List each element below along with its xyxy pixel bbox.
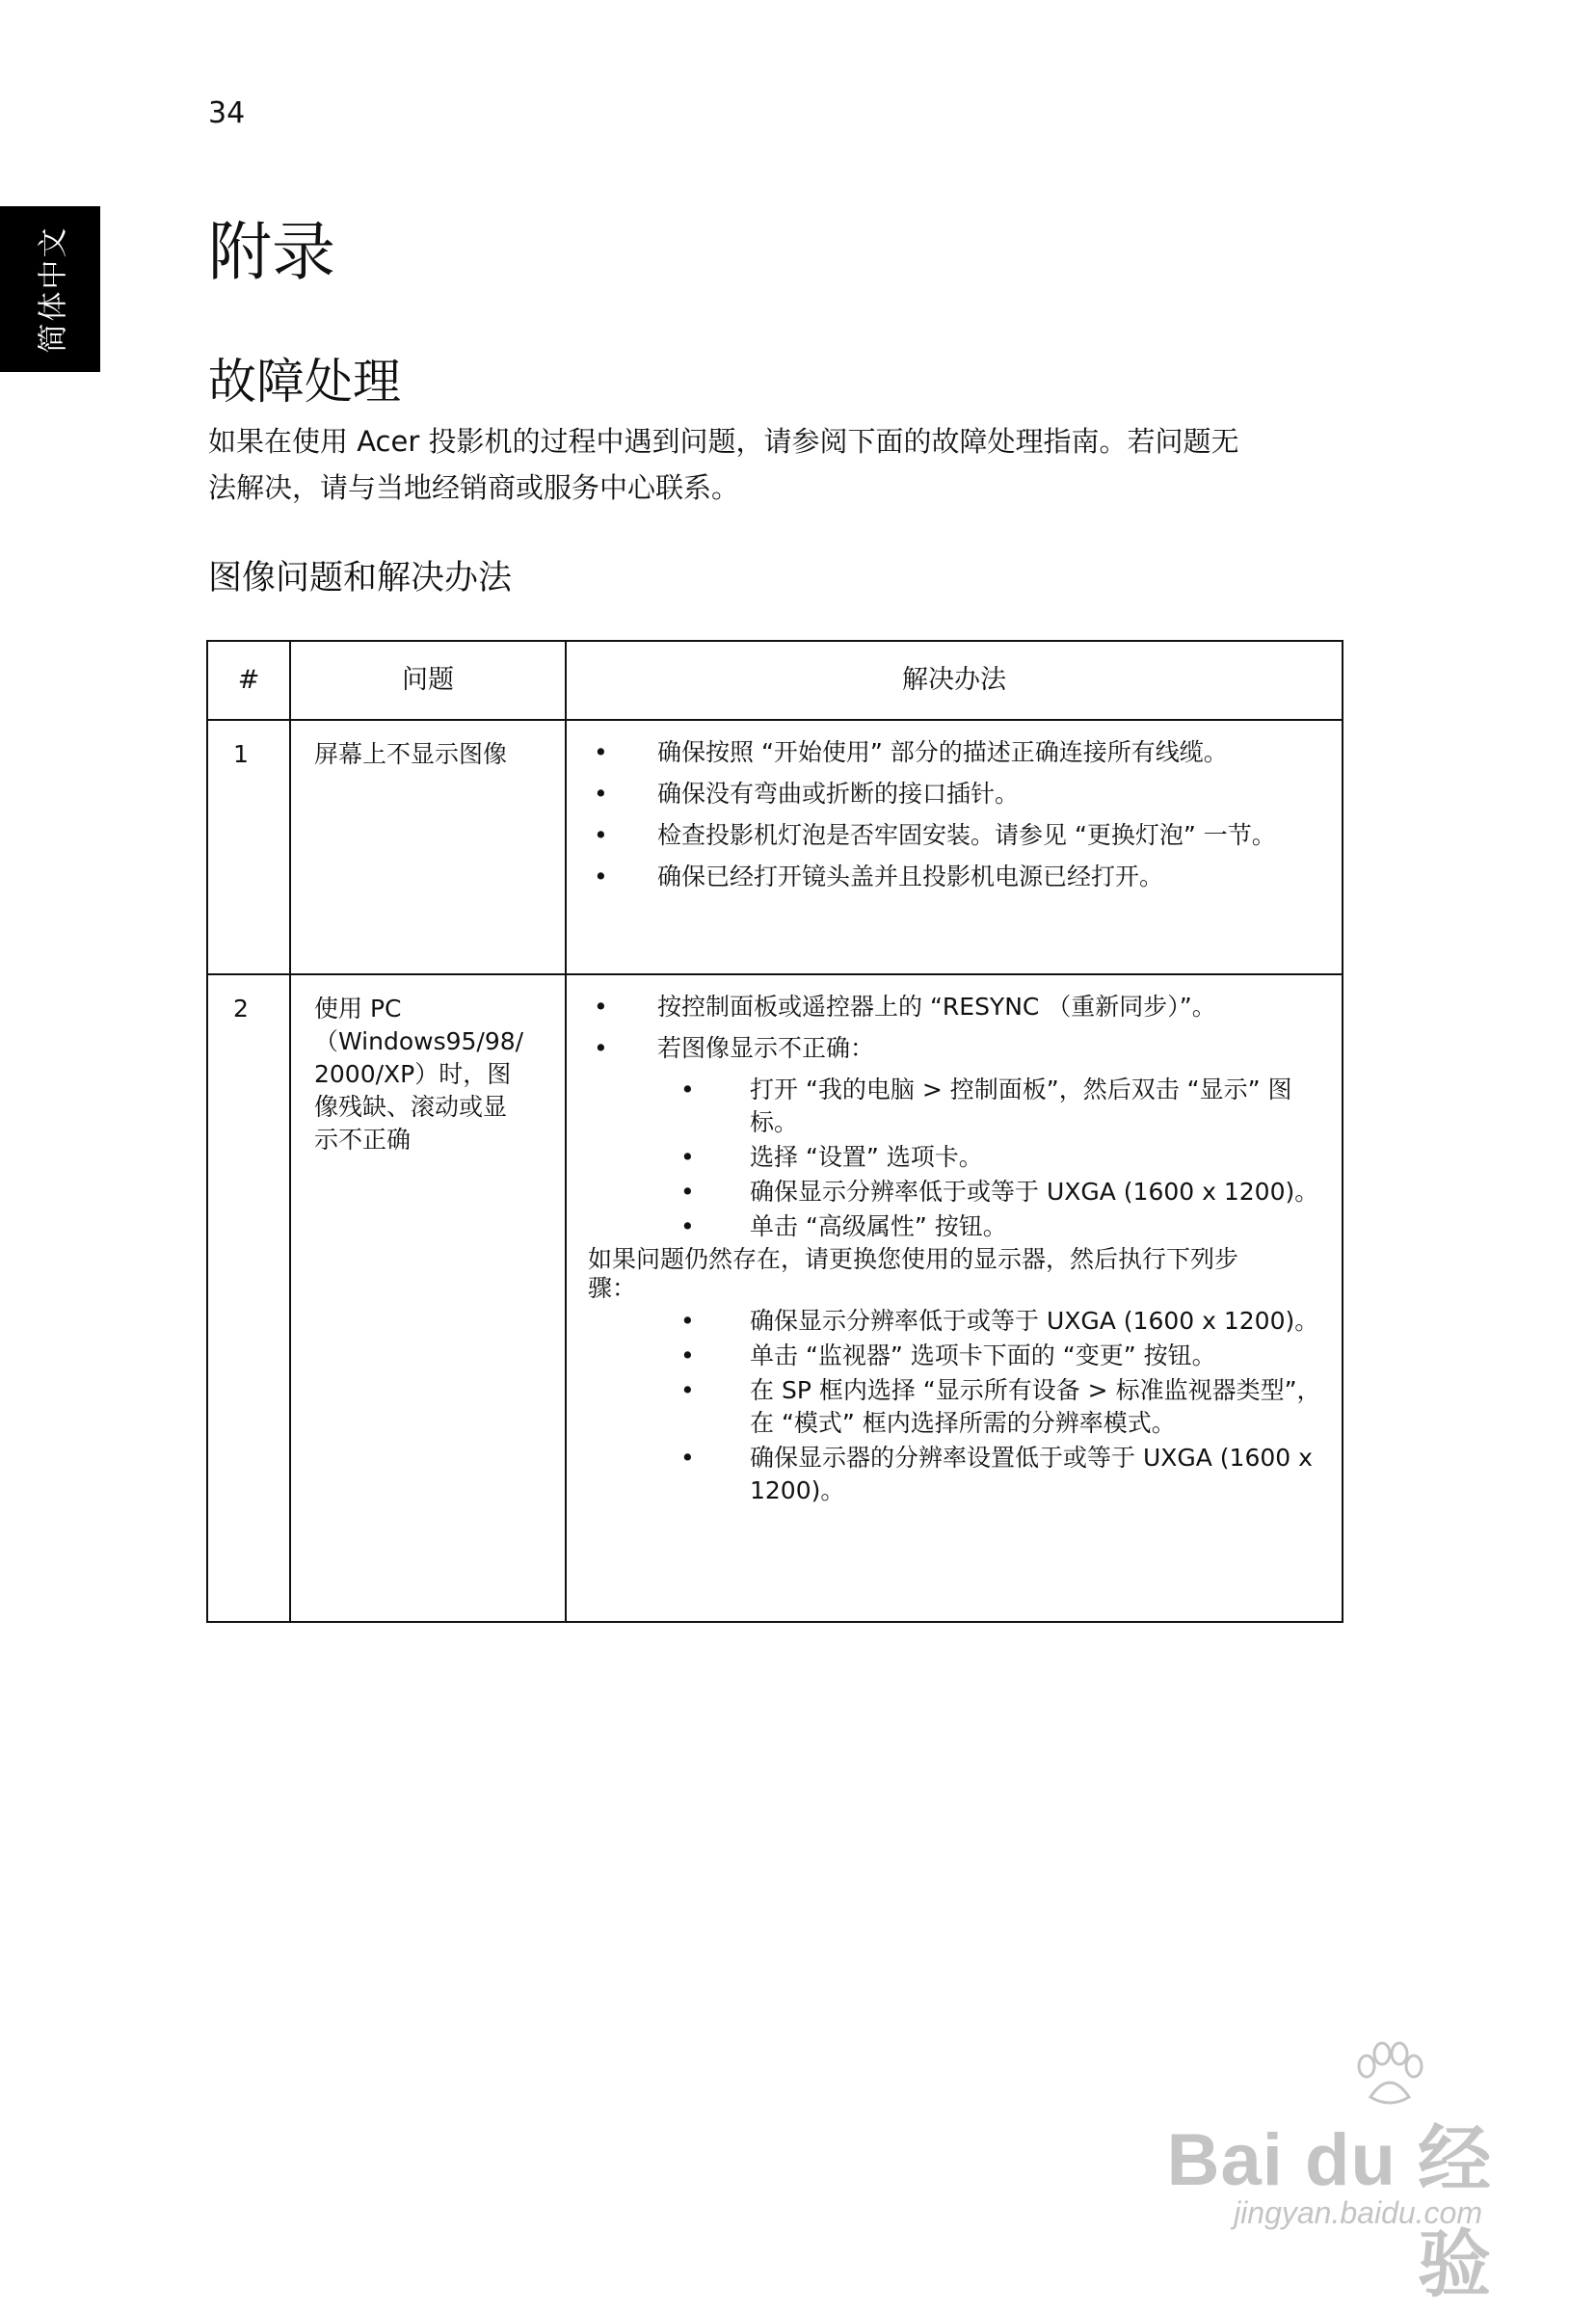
page-number: 34: [208, 96, 246, 130]
problem-line: 2000/XP）时，图: [314, 1060, 512, 1088]
row-problem: [290, 974, 566, 1622]
header-problem: 问题: [290, 641, 566, 720]
row-solution: [566, 974, 1343, 1622]
solution-subitem: • 确保显示器的分辨率设置低于或等于 UXGA (1600 x 1200)。: [588, 1442, 1322, 1507]
solution-item: • 确保没有弯曲或折断的接口插针。: [588, 778, 1322, 810]
solution-subitem: • 确保显示分辨率低于或等于 UXGA (1600 x 1200)。: [588, 1305, 1322, 1338]
section-title: 故障处理: [208, 354, 401, 410]
problem-line: （Windows95/98/: [314, 1027, 524, 1055]
table-row: [207, 974, 1343, 1622]
page-title: 附录: [208, 215, 335, 289]
note-line: 如果问题仍然存在，请更换您使用的显示器，然后执行下列步: [588, 1245, 1239, 1273]
intro-line: 法解决，请与当地经销商或服务中心联系。: [208, 471, 740, 504]
table-header-row: [207, 641, 1343, 720]
solution-item: • 检查投影机灯泡是否牢固安装。请参见 “更换灯泡” 一节。: [588, 819, 1322, 852]
problem-line: 使用 PC: [314, 995, 402, 1023]
row-solution: [566, 720, 1343, 974]
solution-item: • 按控制面板或遥控器上的 “RESYNC （重新同步）”。: [588, 991, 1322, 1023]
solution-note: [588, 1245, 1322, 1303]
solution-subitem: • 单击 “高级属性” 按钮。: [588, 1210, 1322, 1243]
solution-item: • 若图像显示不正确：: [588, 1032, 1322, 1065]
watermark-brand: Bai du 经验: [1166, 2119, 1492, 2306]
solution-subitem: • 确保显示分辨率低于或等于 UXGA (1600 x 1200)。: [588, 1176, 1322, 1209]
intro-paragraph: [208, 418, 1345, 511]
watermark-url: jingyan.baidu.com: [1234, 2195, 1482, 2230]
language-tab-label: 简体中文: [36, 226, 71, 353]
header-solution: 解决办法: [566, 641, 1343, 720]
problem-line: 示不正确: [314, 1126, 412, 1154]
solution-subitem: • 打开 “我的电脑 > 控制面板”，然后双击 “显示” 图标。: [588, 1074, 1322, 1139]
solution-subitem: • 单击 “监视器” 选项卡下面的 “变更” 按钮。: [588, 1340, 1322, 1372]
solution-item: • 确保已经打开镜头盖并且投影机电源已经打开。: [588, 861, 1322, 893]
baidu-watermark: [1126, 2041, 1492, 2306]
language-tab: [0, 206, 100, 372]
row-number: 2: [207, 974, 290, 1622]
problem-line: 像残缺、滚动或显: [314, 1093, 508, 1121]
row-problem: 屏幕上不显示图像: [290, 720, 566, 974]
table-row: [207, 720, 1343, 974]
solution-subitem: • 选择 “设置” 选项卡。: [588, 1141, 1322, 1174]
note-line: 骤：: [588, 1274, 637, 1302]
solution-item: • 确保按照 “开始使用” 部分的描述正确连接所有线缆。: [588, 736, 1322, 769]
header-number: #: [207, 641, 290, 720]
solution-subitem: • 在 SP 框内选择 “显示所有设备 > 标准监视器类型”，在 “模式” 框内选择所需的分辨率模式。: [588, 1374, 1322, 1440]
troubleshooting-table: [206, 640, 1343, 1623]
intro-line: 如果在使用 Acer 投影机的过程中遇到问题，请参阅下面的故障处理指南。若问题无: [208, 425, 1239, 458]
subsection-title: 图像问题和解决办法: [208, 559, 513, 598]
paw-icon: [1351, 2041, 1428, 2109]
row-number: 1: [207, 720, 290, 974]
